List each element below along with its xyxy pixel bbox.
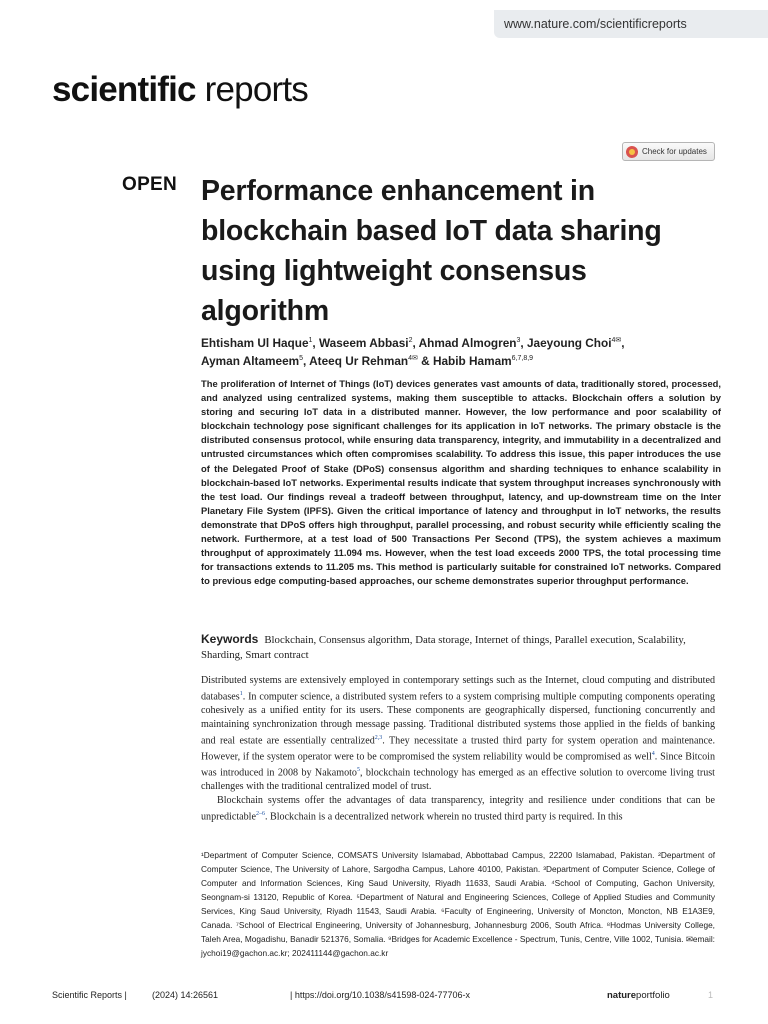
brand-bold: nature (607, 990, 637, 1001)
citation-link[interactable]: 2–6 (255, 810, 265, 817)
body-text-run: . Since Bitcoin was introduced in 2008 by Nakamoto (201, 751, 715, 779)
body-text-run: Distributed systems are extensively employed in contemporary settings such as the Internet, cloud computing and distributed databases (201, 675, 715, 703)
citation-link[interactable]: 5 (356, 766, 360, 773)
author-affiliation-marker: 5 (299, 354, 304, 362)
author-list (201, 333, 721, 369)
keywords-list: Blockchain, Consensus algorithm, Data storage, Internet of things, Parallel execution, Scalability, Sharding, Smart contract (201, 634, 686, 661)
journal-url[interactable]: www.nature.com/scientificreports (504, 17, 687, 31)
author-affiliation-marker: 4✉ (408, 354, 418, 362)
citation-link[interactable]: 4 (651, 750, 655, 757)
keywords-block (201, 632, 721, 663)
author-name: , Ateeq Ur Rehman (303, 353, 409, 368)
footer-volume: (2024) 14:26561 (152, 990, 219, 1000)
citation-link[interactable]: 1 (239, 690, 243, 697)
citation-link[interactable]: 2,3 (374, 734, 383, 741)
journal-logo (52, 70, 308, 110)
page-footer (0, 988, 768, 1008)
open-access-label: OPEN (122, 174, 178, 195)
brand-light: portfolio (636, 990, 670, 1001)
abstract: The proliferation of Internet of Things (IoT) devices generates vast amounts of data, traditionally stored, processed, and analyzed using centralized systems, making them susceptible to attacks. Blockchain offers a solution by storing and securing IoT data in a distributed manner. However, the low performance and poor scalability of blockchain technology pose significant challenges for its application in IoT networks. The primary obstacle is the distributed consensus protocol, while ensuring data transparency, integrity, and immutability in a decentralized and untrusted circumstances which often compromises scalability. To address this issue, this paper introduces the use of the Delegated Proof of Stake (DPoS) consensus algorithm and sharding techniques to enhance scalability in blockchain-based IoT networks. Experimental results indicate that system throughput increases synchronously with the test load. Our findings reveal a tradeoff between throughput, latency, and up-downstream time on the Inter Planetary File System (IPFS). Given the critical importance of latency and throughput in IoT networks, the results demonstrate that DPoS offers high throughput, parallel processing, and robust security while efficiently scaling the network. Furthermore, at a test load of 500 Transactions Per Second (TPS), the system achieves a maximum throughput of approximately 11.094 ms. However, when the test load exceeds 2000 TPS, the total processing time for transactions extends to 11.205 ms. This method is particularly suitable for constrained IoT networks. Compared to previous edge computing-based approaches, our scheme demonstrates superior throughput performance. (201, 378, 721, 587)
crossmark-icon (626, 146, 638, 158)
journal-logo-bold: scientific (52, 70, 196, 109)
author-affiliation-marker: 4✉ (611, 337, 622, 344)
author-name: , Waseem Abbasi (312, 335, 409, 350)
author-affiliation-marker: 6,7,8,9 (511, 354, 534, 362)
author-name: Ayman Altameem (201, 353, 300, 368)
body-text-run: . In computer science, a distributed system refers to a system comprising multiple computing components operating cohesively as a unified entity for its users. These components are geographically dispersed, functioning concurrently and maintaining synchronization through message passing. Traditional distributed systems those applied in the fields of banking and real estate are essentially centralized (201, 691, 715, 746)
journal-url-banner[interactable] (494, 10, 768, 38)
author-name: & Habib Hamam (417, 353, 512, 368)
keywords-label: Keywords (201, 632, 259, 646)
body-text-run: . They necessitate a trusted third party for system operation and maintenance. However, if the system operator were to be compromised the system reliability would be compromised as well (201, 734, 715, 763)
footer-doi-link[interactable]: | https://doi.org/10.1038/s41598-024-77706-x (290, 990, 470, 1000)
author-name: , Ahmad Almogren (412, 335, 517, 350)
author-line-1 (201, 333, 721, 351)
nature-portfolio-logo (607, 990, 670, 1001)
author-affiliation-marker: 1 (308, 337, 313, 344)
article-body (201, 674, 715, 824)
author-name: , Jaeyoung Choi (520, 335, 612, 350)
check-for-updates-label: Check for updates (642, 147, 707, 156)
body-paragraph-1 (201, 674, 715, 794)
affiliations: ¹Department of Computer Science, COMSATS University Islamabad, Abbottabad Campus, 22200 Islamabad, Pakistan. ²Department of Computer Science, The University of Lahore, Sargodha Campus, Lahore 40100, Pakistan. ³Department of Computer Science, College of Computer and Information Sciences, King Saud University, Riyadh 11633, Saudi Arabia. ⁴School of Computing, Gachon University, Seongnam-si 13120, Republic of Korea. ⁵Department of Natural and Engineering Sciences, College of Applied Studies and Community Services, King Saud University, Riyadh 11543, Saudi Arabia. ⁶Faculty of Engineering, University of Moncton, Moncton, NB E1A3E9, Canada. ⁷School of Electrical Engineering, University of Johannesburg, Johannesburg 2006, South Africa. ⁸Hodmas University College, Taleh Area, Mogadishu, Banadir 521376, Somalia. ⁹Bridges for Academic Excellence - Spectrum, Tunis, Centre, Ville 1002, Tunisia. ✉email: jychoi19@gachon.ac.kr; 202411144@gachon.ac.kr (201, 850, 715, 958)
footer-journal: Scientific Reports | (52, 990, 127, 1000)
author-affiliation-marker: 3 (516, 337, 521, 344)
article-title: Performance enhancement in blockchain based IoT data sharing using lightweight consensus algorithm (201, 175, 662, 327)
body-text-run: Blockchain systems offer the advantages of data transparency, integrity and resilience under conditions that can be unpredictable (201, 794, 715, 822)
page-number: 1 (708, 990, 714, 1000)
author-line-2 (201, 351, 721, 369)
author-name: Ehtisham Ul Haque (201, 335, 309, 350)
body-text-run: , blockchain technology has emerged as an effective solution to overcome living trust challenges with the traditional centralized model of trust. (201, 767, 715, 793)
body-text-run: . Blockchain is a decentralized network wherein no trusted third party is required. In this (264, 810, 623, 822)
author-affiliation-marker: 2 (408, 337, 413, 344)
author-name: , (621, 335, 625, 350)
journal-logo-light: reports (195, 70, 308, 109)
check-for-updates-button[interactable] (622, 142, 715, 161)
body-paragraph-2 (201, 794, 715, 824)
